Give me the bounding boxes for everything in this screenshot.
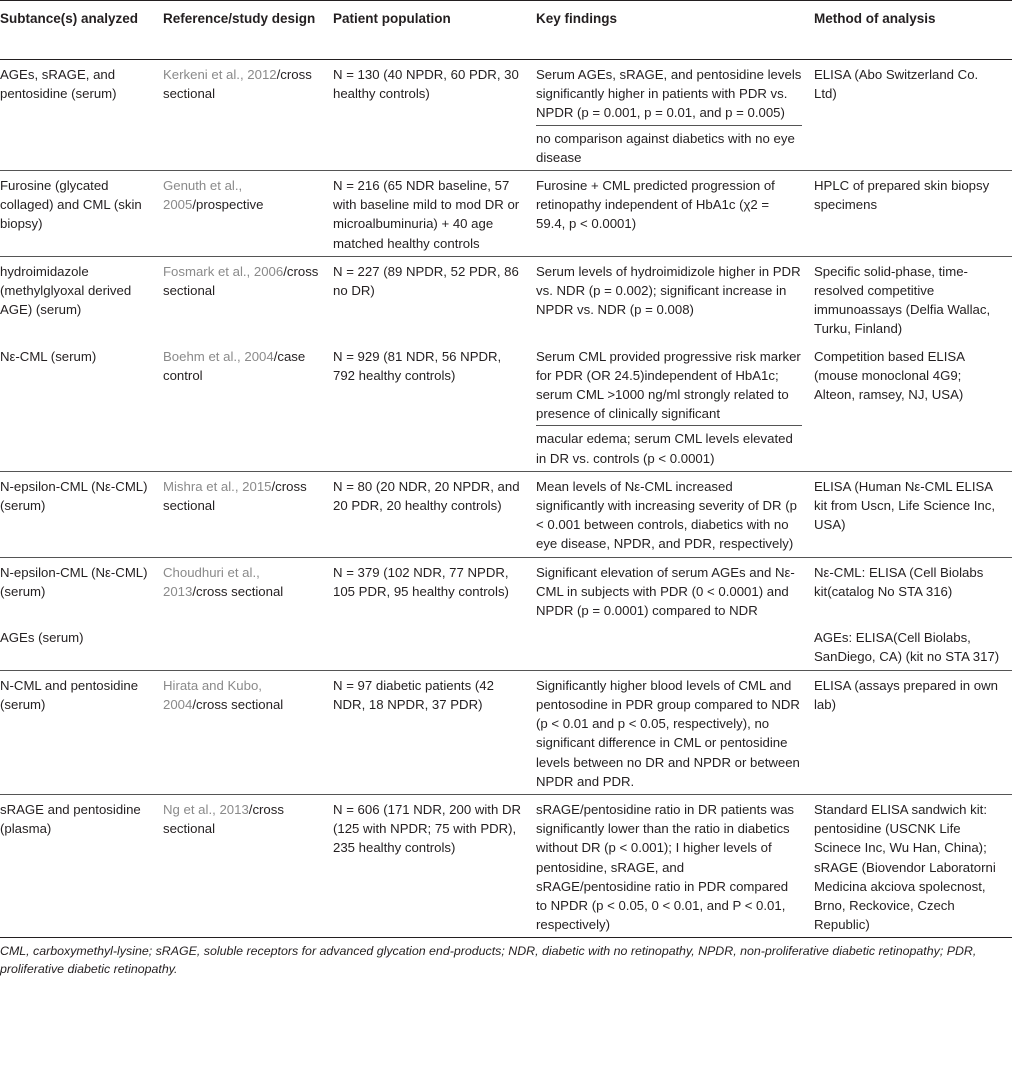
reference-link[interactable]: Hirata and Kubo, 2004 <box>163 677 262 712</box>
study-design: /case control <box>163 348 306 383</box>
finding-text: Serum CML provided progressive risk marker for PDR (OR 24.5)independent of HbA1c; serum CML >1000 ng/ml strongly related to presence of clinically significant <box>536 348 801 422</box>
cell-substance: AGEs, sRAGE, and pentosidine (serum) <box>0 67 117 102</box>
cell-population: N = 227 (89 NPDR, 52 PDR, 86 no DR) <box>333 263 519 299</box>
table-footnote: CML, carboxymethyl-lysine; sRAGE, soluble receptors for advanced glycation end-products; NDR, diabetic with no retinopathy, NPDR, non-proliferative diabetic retinopathy; PDR, proliferative diabetic retinopathy. <box>0 944 977 976</box>
finding-text: Serum AGEs, sRAGE, and pentosidine levels significantly higher in patients with PDR vs. NPDR (p = 0.001, p = 0.01, and p = 0.005) <box>536 67 802 121</box>
finding-text: Mean levels of Nε-CML increased significantly with increasing severity of DR (p < 0.001 between controls, diabetics with no eye disease, NPDR, and PDR, respectively) <box>536 478 797 552</box>
finding-text: Significantly higher blood levels of CML and pentosodine in PDR group compared to NDR (p < 0.01 and p < 0.05, respectively), no significant difference in CML or pentosidine levels between no DR and NPDR or between NPDR and PDR. <box>536 677 800 789</box>
cell-method: HPLC of prepared skin biopsy specimens <box>814 178 990 213</box>
cell-reference <box>163 171 333 257</box>
cell-findings <box>536 623 814 670</box>
cell-method: Nε-CML: ELISA (Cell Biolabs kit(catalog No STA 316) <box>814 564 984 599</box>
cell-reference <box>163 342 333 472</box>
cell-population: N = 379 (102 NDR, 77 NPDR, 105 PDR, 95 healthy controls) <box>333 564 509 599</box>
cell-substance: Nε-CML (serum) <box>0 348 97 364</box>
cell-reference <box>163 623 333 670</box>
cell-findings <box>536 171 814 257</box>
finding-text: no comparison against diabetics with no eye disease <box>536 125 802 167</box>
table-body <box>0 60 1012 938</box>
cell-method: Specific solid-phase, time-resolved competitive immunoassays (Delfia Wallac, Turku, Finland) <box>814 263 991 337</box>
header-method: Method of analysis <box>814 11 936 26</box>
table-row <box>0 342 1012 472</box>
reference-link[interactable]: Mishra et al., 2015 <box>163 478 272 494</box>
cell-findings <box>536 342 814 472</box>
cell-population: N = 606 (171 NDR, 200 with DR (125 with NPDR; 75 with PDR), 235 healthy controls) <box>333 801 522 856</box>
reference-link[interactable]: Genuth et al., 2005 <box>163 178 243 213</box>
reference-link[interactable]: Ng et al., 2013 <box>163 801 249 817</box>
study-design: /cross sectional <box>163 263 319 299</box>
reference-link[interactable]: Kerkeni et al., 2012 <box>163 67 277 82</box>
cell-substance: N-epsilon-CML (Nε-CML) (serum) <box>0 478 148 514</box>
cell-method: ELISA (Abo Switzerland Co. Ltd) <box>814 67 979 102</box>
finding-text: Significant elevation of serum AGEs and Nε-CML in subjects with PDR (0 < 0.0001) and NPDR (p = 0.0001) compared to NDR <box>536 564 795 619</box>
table-row <box>0 557 1012 623</box>
cell-substance: AGEs (serum) <box>0 630 84 646</box>
header-substance: Subtance(s) analyzed <box>0 11 139 26</box>
header-population: Patient population <box>333 11 451 26</box>
cell-method: ELISA (assays prepared in own lab) <box>814 677 998 712</box>
cell-reference <box>163 256 333 341</box>
finding-text: sRAGE/pentosidine ratio in DR patients was significantly lower than the ratio in diabetics without DR (p < 0.001); I higher levels of pentosidine, sRAGE, and sRAGE/pentosidine ratio in PDR compared to NPDR (p < 0.05, 0 < 0.01, and P < 0.01, respectively) <box>536 801 795 933</box>
table-row <box>0 471 1012 557</box>
cell-population <box>333 623 536 670</box>
cell-findings <box>536 794 814 937</box>
reference-link[interactable]: Choudhuri et al., 2013 <box>163 564 260 599</box>
cell-substance: hydroimidazole (methylglyoxal derived AGE) (serum) <box>0 263 132 318</box>
cell-population: N = 97 diabetic patients (42 NDR, 18 NPDR, 37 PDR) <box>333 677 494 712</box>
cell-reference <box>163 60 333 171</box>
header-findings: Key findings <box>536 11 618 26</box>
cell-population: N = 80 (20 NDR, 20 NPDR, and 20 PDR, 20 healthy controls) <box>333 478 520 514</box>
cell-substance: sRAGE and pentosidine (plasma) <box>0 801 141 837</box>
cell-findings <box>536 557 814 623</box>
cell-substance: Furosine (glycated collaged) and CML (skin biopsy) <box>0 178 142 232</box>
table-row <box>0 60 1012 171</box>
finding-text: Furosine + CML predicted progression of retinopathy independent of HbA1c (χ2 = 59.4, p < 0.0001) <box>536 178 775 232</box>
cell-findings <box>536 670 814 794</box>
table-row <box>0 670 1012 794</box>
cell-substance: N-epsilon-CML (Nε-CML) (serum) <box>0 564 148 599</box>
cell-method: AGEs: ELISA(Cell Biolabs, SanDiego, CA) (kit no STA 317) <box>814 630 1000 665</box>
cell-substance: N-CML and pentosidine (serum) <box>0 677 139 712</box>
cell-findings <box>536 471 814 557</box>
finding-text: macular edema; serum CML levels elevated in DR vs. controls (p < 0.0001) <box>536 425 802 467</box>
table-row <box>0 256 1012 341</box>
table-row <box>0 623 1012 670</box>
cell-reference <box>163 670 333 794</box>
study-design: /cross sectional <box>163 478 307 514</box>
cell-reference <box>163 794 333 937</box>
table-header <box>0 1 1012 60</box>
cell-reference <box>163 471 333 557</box>
reference-link[interactable]: Boehm et al., 2004 <box>163 348 274 364</box>
cell-population: N = 130 (40 NPDR, 60 PDR, 30 healthy controls) <box>333 67 519 102</box>
study-design: /cross sectional <box>192 583 284 599</box>
cell-findings <box>536 60 814 171</box>
header-reference: Reference/study design <box>163 11 316 26</box>
finding-text: Serum levels of hydroimidizole higher in PDR vs. NDR (p = 0.002); significant increase in NPDR vs. NDR (p = 0.008) <box>536 263 801 318</box>
study-design: /prospective <box>192 197 264 213</box>
table-row <box>0 794 1012 937</box>
study-design: /cross sectional <box>163 67 312 102</box>
cell-findings <box>536 256 814 341</box>
cell-population: N = 216 (65 NDR baseline, 57 with baseline mild to mod DR or microalbuminuria) + 40 age matched healthy controls <box>333 178 520 251</box>
cell-method: Standard ELISA sandwich kit: pentosidine (USCNK Life Scinece Inc, Wu Han, China); sRAGE (Biovendor Laboratorni Medicina akciova spolecnost, Brno, Reckovice, Czech Republic) <box>814 801 996 933</box>
table-row <box>0 171 1012 257</box>
cell-method: ELISA (Human Nε-CML ELISA kit from Uscn, Life Science Inc, USA) <box>814 478 996 533</box>
reference-link[interactable]: Fosmark et al., 2006 <box>163 263 284 279</box>
cell-method: Competition based ELISA (mouse monoclonal 4G9; Alteon, ramsey, NJ, USA) <box>814 348 965 403</box>
cell-reference <box>163 557 333 623</box>
study-design: /cross sectional <box>163 801 284 837</box>
study-design: /cross sectional <box>192 696 284 712</box>
cell-population: N = 929 (81 NDR, 56 NPDR, 792 healthy controls) <box>333 348 502 383</box>
